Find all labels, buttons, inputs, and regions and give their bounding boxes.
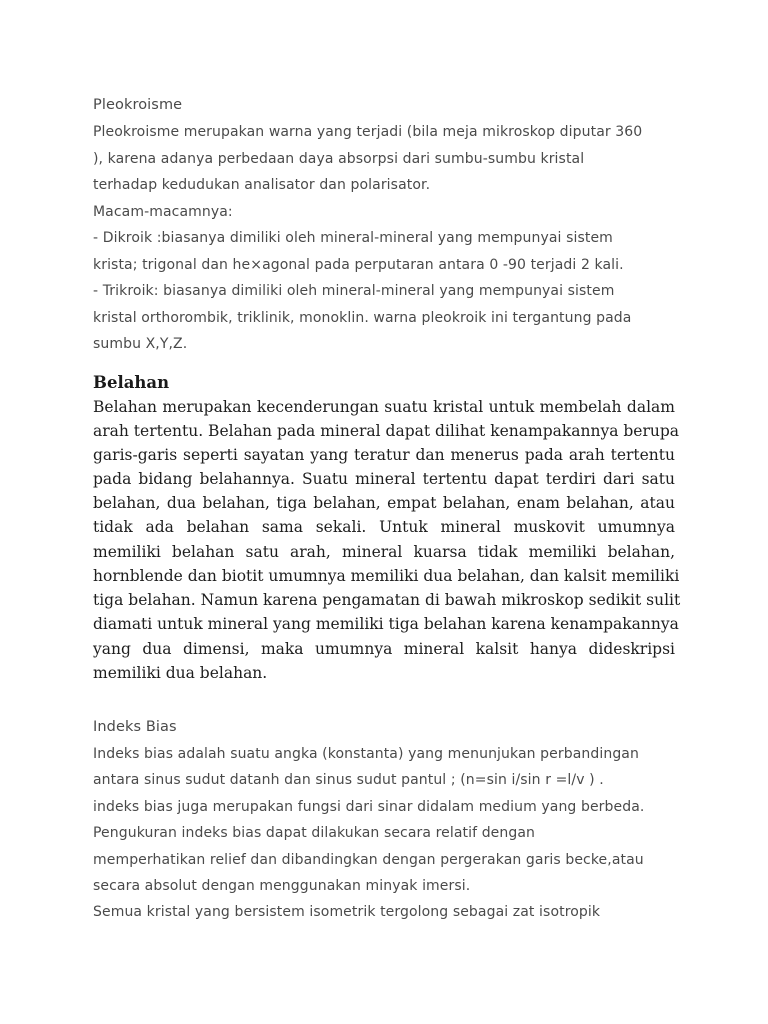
belahan-line: memiliki dua belahan. — [93, 664, 268, 682]
pleokroisme-line: krista; trigonal dan he×agonal pada perputaran antara 0 -90 terjadi 2 kali. — [93, 257, 624, 273]
indeks-bias-line: Semua kristal yang bersistem isometrik tergolong sebagai zat isotropik — [93, 904, 601, 920]
pleokroisme-line: - Dikroik :biasanya dimiliki oleh mineral-mineral yang mempunyai sistem — [93, 230, 613, 246]
belahan-line: Belahan merupakan kecenderungan suatu kristal untuk membelah dalam — [93, 398, 675, 416]
belahan-line: arah tertentu. Belahan pada mineral dapat dilihat kenampakannya berupa — [93, 422, 680, 440]
pleokroisme-line: Macam-macamnya: — [93, 204, 233, 220]
belahan-line: yang dua dimensi, maka umumnya mineral kalsit hanya dideskripsi — [93, 640, 675, 658]
belahan-line: diamati untuk mineral yang memiliki tiga belahan karena kenampakannya — [93, 615, 679, 633]
pleokroisme-line: terhadap kedudukan analisator dan polarisator. — [93, 177, 431, 193]
belahan-line: garis-garis seperti sayatan yang teratur dan menerus pada arah tertentu — [93, 446, 675, 464]
belahan-line: hornblende dan biotit umumnya memiliki dua belahan, dan kalsit memiliki — [93, 567, 680, 585]
pleokroisme-line: sumbu X,Y,Z. — [93, 336, 188, 352]
indeks-bias-line: secara absolut dengan menggunakan minyak imersi. — [93, 878, 471, 894]
belahan-line: tiga belahan. Namun karena pengamatan di bawah mikroskop sedikit sulit — [93, 591, 681, 609]
indeks-bias-line: Pengukuran indeks bias dapat dilakukan secara relatif dengan — [93, 825, 536, 841]
belahan-line: tidak ada belahan sama sekali. Untuk mineral muskovit umumnya — [93, 518, 675, 536]
indeks-bias-line: Indeks bias adalah suatu angka (konstanta) yang menunjukan perbandingan — [93, 746, 639, 762]
pleokroisme-heading: Pleokroisme — [93, 97, 183, 113]
indeks-bias-heading: Indeks Bias — [93, 719, 177, 735]
belahan-line: pada bidang belahannya. Suatu mineral tertentu dapat terdiri dari satu — [93, 470, 675, 488]
indeks-bias-line: indeks bias juga merupakan fungsi dari sinar didalam medium yang berbeda. — [93, 799, 645, 815]
belahan-heading: Belahan — [93, 373, 170, 392]
pleokroisme-line: - Trikroik: biasanya dimiliki oleh mineral-mineral yang mempunyai sistem — [93, 283, 615, 299]
indeks-bias-line: memperhatikan relief dan dibandingkan dengan pergerakan garis becke,atau — [93, 852, 644, 868]
belahan-line: memiliki belahan satu arah, mineral kuarsa tidak memiliki belahan, — [93, 543, 675, 561]
belahan-line: belahan, dua belahan, tiga belahan, empat belahan, enam belahan, atau — [93, 494, 675, 512]
indeks-bias-line: antara sinus sudut datanh dan sinus sudut pantul ; (n=sin i/sin r =l/v ) . — [93, 772, 604, 788]
pleokroisme-line: kristal orthorombik, triklinik, monoklin. warna pleokroik ini tergantung pada — [93, 310, 632, 326]
pleokroisme-line: ), karena adanya perbedaan daya absorpsi dari sumbu-sumbu kristal — [93, 151, 585, 167]
pleokroisme-line: Pleokroisme merupakan warna yang terjadi (bila meja mikroskop diputar 360 — [93, 124, 643, 140]
